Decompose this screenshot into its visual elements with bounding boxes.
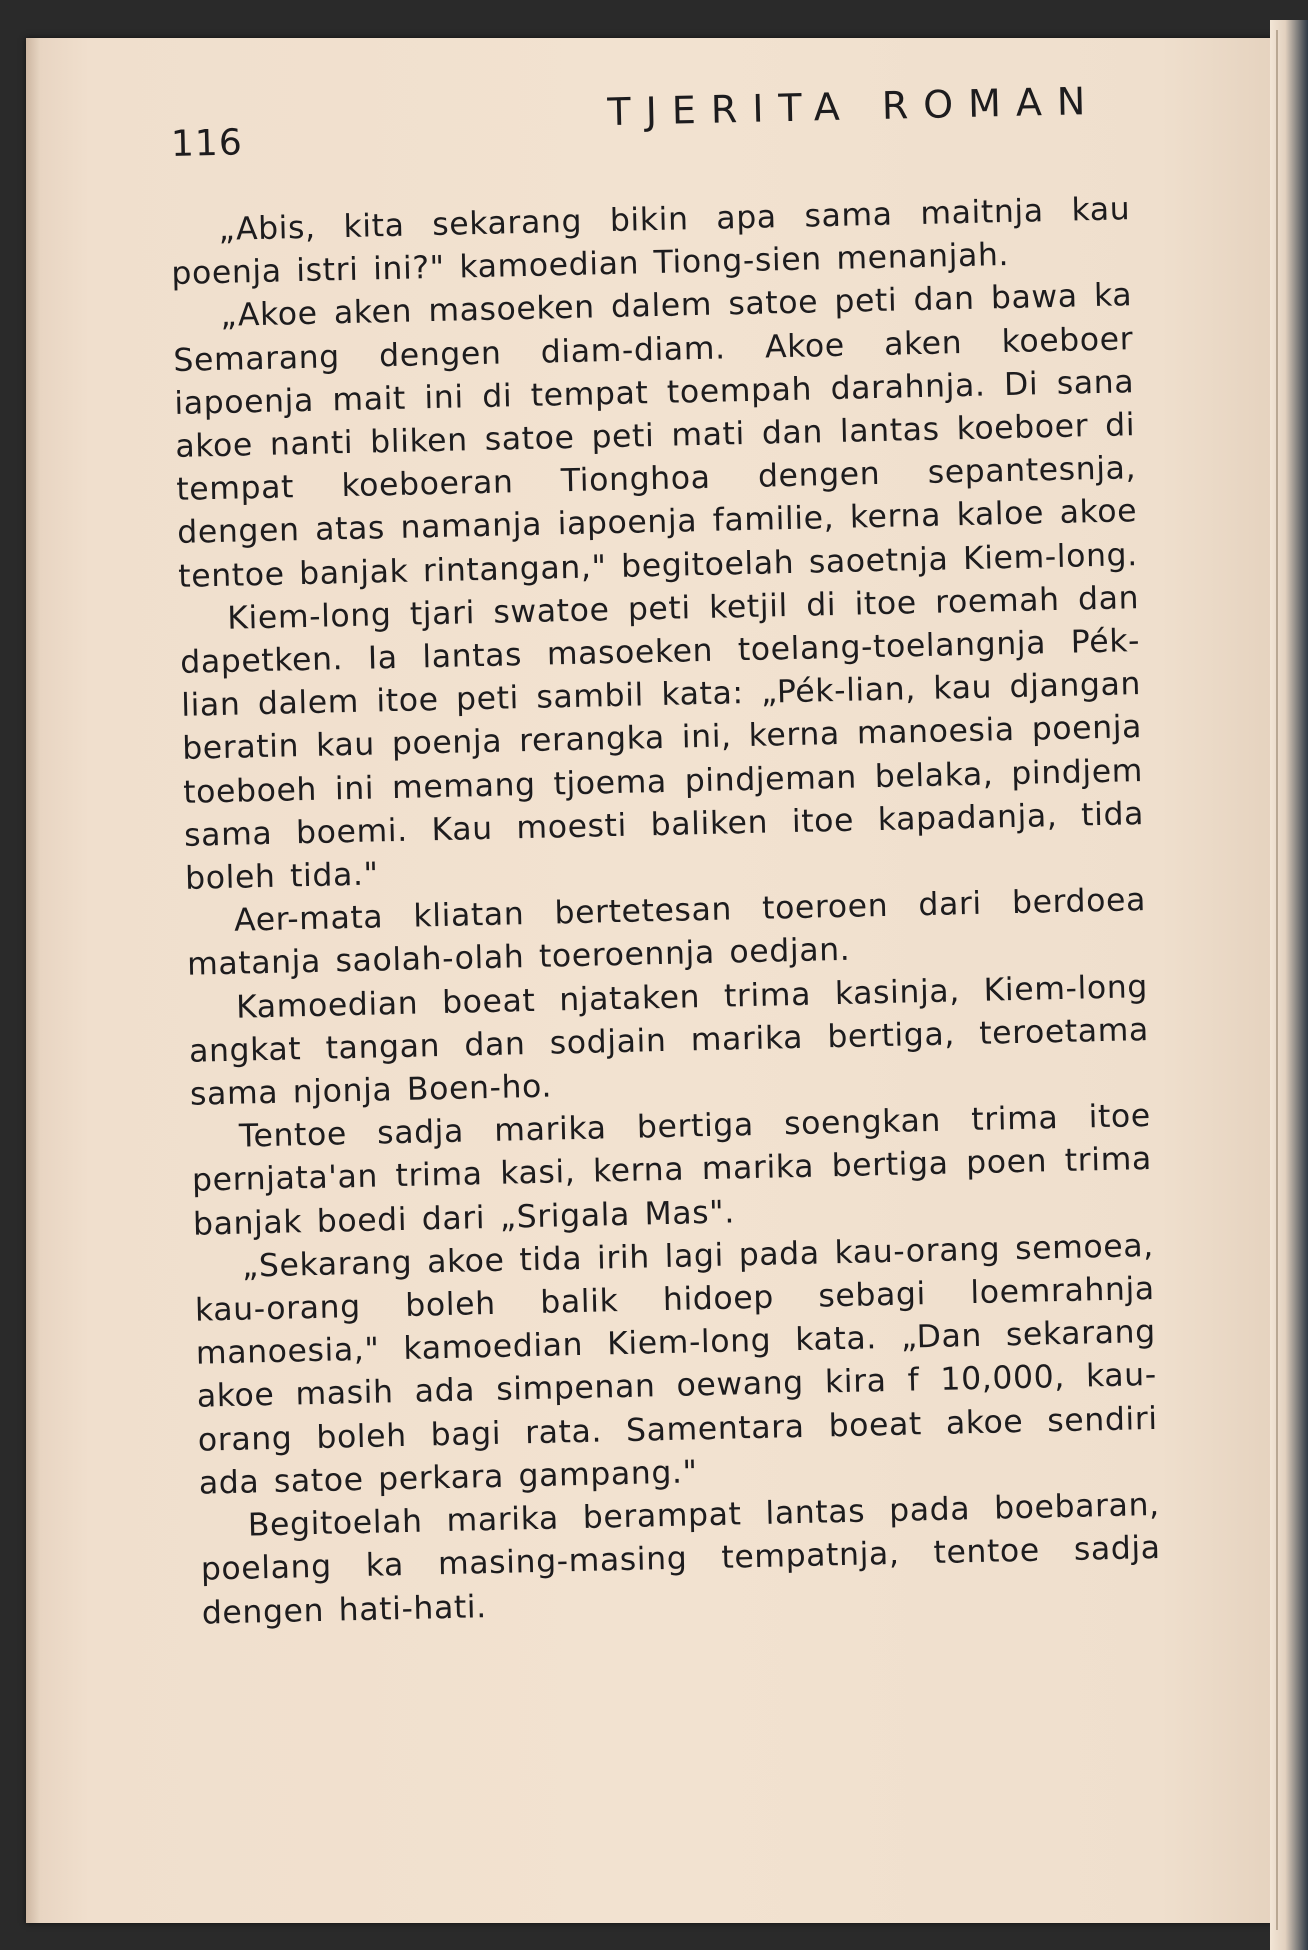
paragraph-3: Kiem-long tjari swatoe peti ketjil di itoe roemah dan dapetken. Ia lantas masoeken toelang-toelangnja Pék-lian dalem itoe peti sambil kata: „Pék-lian, kau djangan beratin kau poenja rerangka ini, kerna manoesia poenja toeboeh ini memang tjoema pindjeman belaka, pindjem sama boemi. Kau moesti baliken itoe kapadanja, tida boleh tida."	[179, 579, 1145, 897]
paragraph-6: Tentoe sadja marika bertiga soengkan trima itoe pernjata'an trima kasi, kerna marika bertiga poen trima banjak boedi dari „Srigala Mas".	[191, 1098, 1153, 1243]
paragraph-5: Kamoedian boeat njataken trima kasinja, Kiem-long angkat tangan dan sodjain marika bertiga, teroetama sama njonja Boen-ho.	[188, 968, 1150, 1113]
paragraph-4: Aer-mata kliatan bertetesan toeroen dari berdoea matanja saolah-olah toeroennja oedjan.	[186, 882, 1147, 984]
running-title: TJERITA ROMAN	[606, 78, 1101, 135]
page-stack-edge	[26, 38, 40, 1923]
gutter-fold-line	[1276, 30, 1278, 1930]
page-content	[170, 78, 1162, 1636]
body-text	[170, 188, 1162, 1635]
paragraph-2: „Akoe aken masoeken dalem satoe peti dan bawa ka Semarang dengen diam-diam. Akoe aken koeboer iapoenja mait ini di tempat toempah darahnja. Di sana akoe nanti bliken satoe peti mati dan lantas koeboer di tempat koeboeran Tionghoa dengen sepantesnja, dengen atas namanja iapoenja familie, kerna kaloe akoe tentoe banjak rintangan," begitoelah saoetnja Kiem-long.	[173, 277, 1139, 595]
page-number: 116	[170, 122, 244, 165]
paragraph-7: „Sekarang akoe tida irih lagi pada kau-orang semoea, kau-orang boleh balik hidoep sebagi loemrahnja manoesia," kamoedian Kiem-long kata. „Dan sekarang akoe masih ada simpenan oewang kira f 10,000, kau-orang boleh bagi rata. Samentara boeat akoe sendiri ada satoe perkara gampang."	[194, 1227, 1159, 1502]
paragraph-1: „Abis, kita sekarang bikin apa sama maitnja kau poenja istri ini?" kamoedian Tiong-sien menanjah.	[171, 191, 1131, 293]
paragraph-8: Begitoelah marika berampat lantas pada boebaran, poelang ka masing-masing tempatnja, tentoe sadja dengen hati-hati.	[200, 1486, 1162, 1632]
